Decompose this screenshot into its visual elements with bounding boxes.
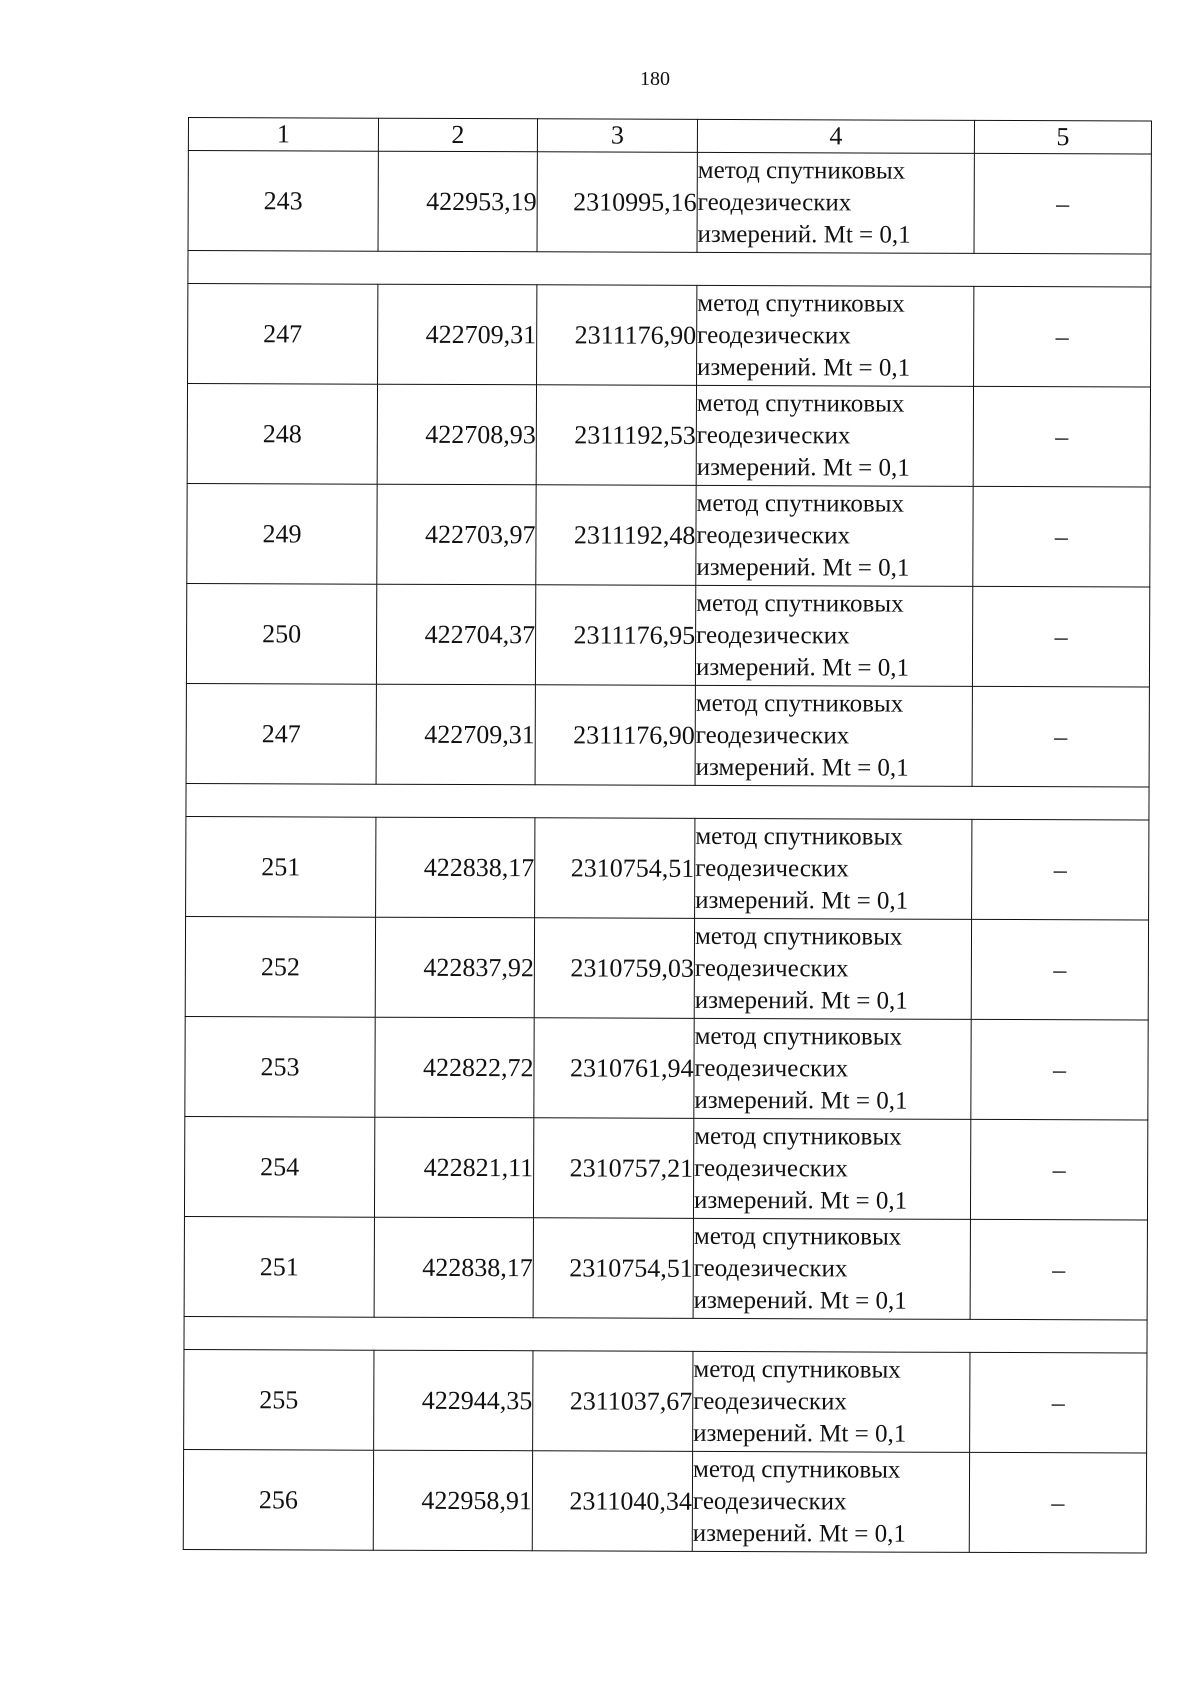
method-line: измерений. Mt = 0,1	[697, 220, 911, 249]
y-coordinate-cell: 2310995,16	[537, 152, 697, 253]
method-line: геодезических	[694, 954, 849, 982]
method-line: метод спутниковых	[692, 1455, 901, 1484]
x-coordinate-cell: 422958,91	[373, 1450, 532, 1551]
method-line: метод спутниковых	[695, 822, 903, 851]
method-line: метод спутниковых	[697, 289, 905, 318]
method-line: измерений. Mt = 0,1	[693, 1286, 907, 1315]
y-coordinate-cell: 2311192,53	[536, 385, 696, 486]
point-number-cell: 250	[186, 583, 376, 684]
table-row	[186, 816, 1149, 920]
note-cell: –	[969, 1452, 1146, 1553]
method-line: измерений. Mt = 0,1	[695, 753, 909, 782]
method-line: измерений. Mt = 0,1	[693, 1419, 907, 1448]
table-row	[186, 583, 1149, 687]
method-line: метод спутниковых	[693, 1355, 901, 1384]
table-body	[183, 118, 1151, 1554]
method-cell	[697, 152, 974, 253]
method-line: геодезических	[695, 721, 850, 749]
y-coordinate-cell: 2311192,48	[536, 485, 696, 586]
column-header-5: 5	[974, 120, 1151, 154]
method-cell	[695, 685, 972, 786]
method-line: измерений. Mt = 0,1	[694, 1086, 908, 1115]
point-number-cell: 243	[188, 151, 378, 252]
method-line: геодезических	[694, 1154, 848, 1182]
y-coordinate-cell: 2311176,90	[535, 685, 695, 786]
method-cell	[695, 818, 972, 919]
separator-cell	[188, 251, 1151, 288]
method-line: геодезических	[696, 621, 850, 649]
method-line: измерений. Mt = 0,1	[694, 986, 908, 1015]
separator-row	[188, 251, 1151, 288]
method-line: измерений. Mt = 0,1	[693, 1186, 908, 1215]
y-coordinate-cell: 2311037,67	[533, 1351, 693, 1452]
y-coordinate-cell: 2311176,90	[537, 285, 697, 386]
method-cell	[693, 1118, 970, 1219]
header-row	[188, 118, 1151, 155]
x-coordinate-cell: 422708,93	[377, 384, 536, 485]
point-number-cell: 251	[184, 1216, 374, 1317]
note-cell: –	[972, 686, 1149, 787]
method-cell	[692, 1451, 969, 1552]
table-row	[184, 1116, 1147, 1220]
x-coordinate-cell: 422709,31	[378, 284, 537, 385]
method-line: измерений. Mt = 0,1	[695, 886, 909, 915]
point-number-cell: 252	[185, 916, 375, 1017]
point-number-cell: 255	[184, 1349, 374, 1450]
x-coordinate-cell: 422822,72	[375, 1017, 534, 1118]
table-row	[188, 284, 1151, 388]
method-line: измерений. Mt = 0,1	[692, 1519, 906, 1548]
note-cell: –	[974, 286, 1151, 387]
method-line: метод спутниковых	[694, 922, 903, 951]
point-number-cell: 251	[186, 816, 376, 917]
method-cell	[696, 485, 973, 586]
method-line: измерений. Mt = 0,1	[696, 553, 910, 582]
y-coordinate-cell: 2311176,95	[535, 585, 695, 686]
method-line: геодезических	[695, 854, 849, 882]
method-line: измерений. Mt = 0,1	[695, 653, 910, 682]
method-line: метод спутниковых	[696, 589, 904, 618]
method-line: метод спутниковых	[694, 1022, 903, 1051]
point-number-cell: 248	[187, 384, 377, 485]
method-cell	[693, 1351, 970, 1452]
method-line: геодезических	[696, 421, 851, 449]
method-line: геодезических	[692, 1487, 847, 1515]
column-header-4: 4	[697, 119, 974, 153]
method-line: геодезических	[697, 321, 851, 349]
point-number-cell: 253	[185, 1016, 375, 1117]
method-line: геодезических	[696, 521, 851, 549]
note-cell: –	[974, 153, 1151, 254]
method-line: геодезических	[693, 1387, 847, 1415]
method-line: геодезических	[694, 1054, 849, 1082]
method-line: измерений. Mt = 0,1	[696, 453, 910, 482]
method-cell	[694, 918, 971, 1019]
table-row	[188, 151, 1151, 255]
y-coordinate-cell: 2310757,21	[533, 1118, 693, 1219]
separator-row	[184, 1316, 1147, 1353]
method-line: метод спутниковых	[694, 1122, 902, 1151]
table-row	[185, 1016, 1148, 1120]
y-coordinate-cell: 2310754,51	[533, 1218, 693, 1319]
method-cell	[693, 1218, 970, 1319]
note-cell: –	[971, 1019, 1148, 1120]
point-number-cell: 256	[183, 1449, 373, 1550]
x-coordinate-cell: 422953,19	[378, 151, 537, 252]
page-number: 180	[640, 68, 670, 90]
method-cell	[694, 1018, 971, 1119]
column-header-1: 1	[188, 118, 378, 152]
y-coordinate-cell: 2311040,34	[532, 1451, 692, 1552]
table-row	[183, 1449, 1146, 1553]
y-coordinate-cell: 2310754,51	[535, 818, 695, 919]
method-line: метод спутниковых	[693, 1222, 902, 1251]
note-cell: –	[973, 386, 1150, 487]
column-header-2: 2	[378, 118, 537, 152]
x-coordinate-cell: 422703,97	[377, 484, 536, 585]
table-row	[187, 384, 1150, 488]
method-cell	[695, 585, 972, 686]
method-line: метод спутниковых	[696, 389, 905, 418]
x-coordinate-cell: 422704,37	[376, 584, 535, 685]
x-coordinate-cell: 422838,17	[376, 817, 535, 918]
x-coordinate-cell: 422838,17	[374, 1217, 533, 1318]
note-cell: –	[973, 486, 1150, 587]
method-line: метод спутниковых	[695, 689, 904, 718]
method-line: измерений. Mt = 0,1	[697, 353, 911, 382]
table-row	[187, 483, 1150, 587]
separator-cell	[186, 783, 1149, 820]
note-cell: –	[970, 1119, 1147, 1220]
y-coordinate-cell: 2310761,94	[534, 1018, 694, 1119]
point-number-cell: 254	[184, 1116, 374, 1217]
method-line: геодезических	[693, 1254, 848, 1282]
method-line: метод спутниковых	[696, 489, 905, 518]
x-coordinate-cell: 422709,31	[376, 684, 535, 785]
point-number-cell: 247	[188, 284, 378, 385]
note-cell: –	[970, 1352, 1147, 1453]
method-cell	[696, 385, 973, 486]
method-line: метод спутниковых	[697, 156, 906, 185]
note-cell: –	[972, 819, 1149, 920]
column-header-3: 3	[537, 119, 697, 153]
table-row	[184, 1349, 1147, 1453]
point-number-cell: 247	[186, 683, 376, 784]
note-cell: –	[970, 1219, 1147, 1320]
x-coordinate-cell: 422821,11	[374, 1117, 533, 1218]
y-coordinate-cell: 2310759,03	[534, 918, 694, 1019]
note-cell: –	[972, 586, 1149, 687]
note-cell: –	[971, 919, 1148, 1020]
x-coordinate-cell: 422944,35	[374, 1350, 533, 1451]
separator-row	[186, 783, 1149, 820]
point-number-cell: 249	[187, 483, 377, 584]
coordinates-table	[183, 117, 1152, 1554]
method-line: геодезических	[697, 188, 852, 216]
x-coordinate-cell: 422837,92	[375, 917, 534, 1018]
method-cell	[697, 285, 974, 386]
separator-cell	[184, 1316, 1147, 1353]
table-row	[185, 916, 1148, 1020]
table-row	[184, 1216, 1147, 1320]
table-row	[186, 683, 1149, 787]
